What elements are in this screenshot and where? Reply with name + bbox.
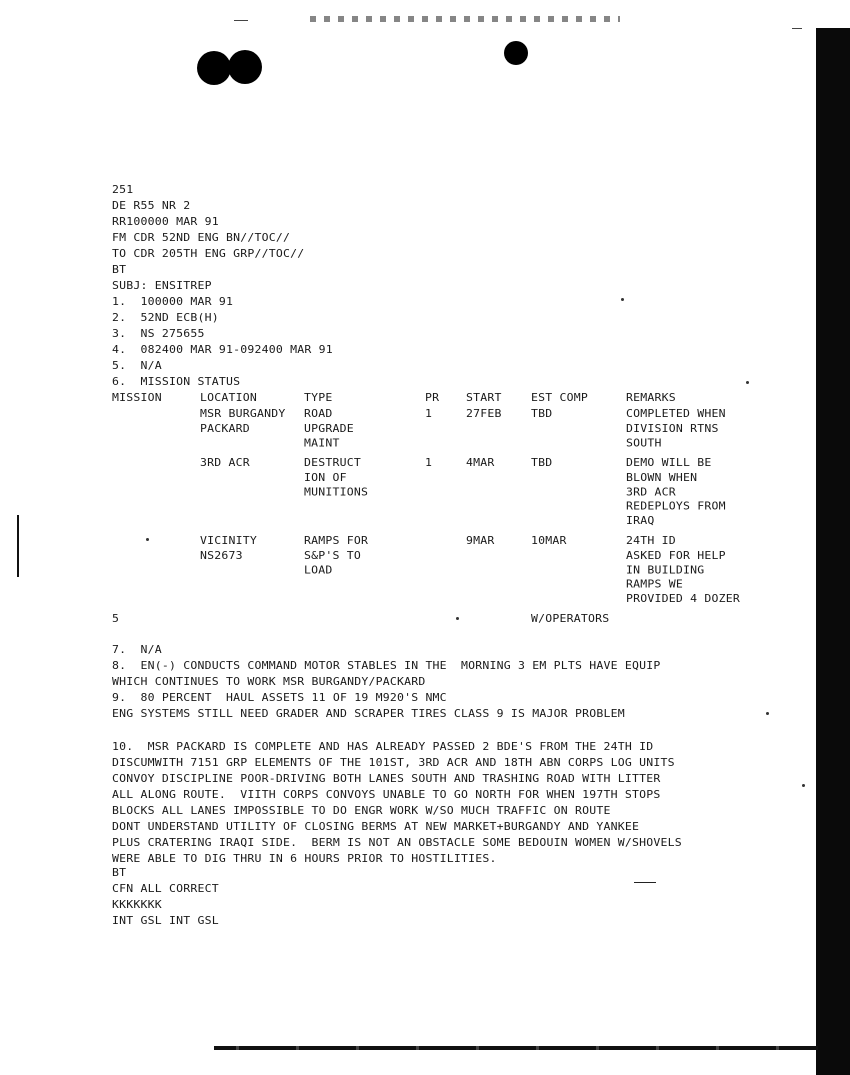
column-header-start: START xyxy=(466,391,502,404)
item-6-heading: 6. MISSION STATUS xyxy=(112,375,241,388)
item-2: 2. 52ND ECB(H) xyxy=(112,311,219,324)
scan-speck xyxy=(456,617,459,620)
scan-edge-bar xyxy=(816,28,850,1075)
item-10-line-7: PLUS CRATERING IRAQI SIDE. BERM IS NOT AN OBSTACLE SOME BEDOUIN WOMEN W/SHOVELS xyxy=(112,836,682,849)
column-header-mission: MISSION xyxy=(112,391,162,404)
message-number: 251 xyxy=(112,183,134,196)
row-2-remarks: DEMO WILL BE BLOWN WHEN 3RD ACR REDEPLOYS FROM IRAQ xyxy=(626,456,726,528)
item-10-line-8: WERE ABLE TO DIG THRU IN 6 HOURS PRIOR TO HOSTILITIES. xyxy=(112,852,497,865)
row-2-location: 3RD ACR xyxy=(200,456,250,469)
item-10-line-3: CONVOY DISCIPLINE POOR-DRIVING BOTH LANES SOUTH AND TRASHING ROAD WITH LITTER xyxy=(112,772,661,785)
correction-line: CFN ALL CORRECT xyxy=(112,882,219,895)
row-3-start: 9MAR xyxy=(466,534,495,547)
punch-hole xyxy=(504,41,528,65)
column-header-pr: PR xyxy=(425,391,440,404)
table-continuation-remark: W/OPERATORS xyxy=(531,612,610,625)
item-10: 10. MSR PACKARD IS COMPLETE AND HAS ALREADY PASSED 2 BDE'S FROM THE 24TH ID xyxy=(112,740,654,753)
scan-speck xyxy=(802,784,805,787)
row-2-type: DESTRUCT ION OF MUNITIONS xyxy=(304,456,369,498)
row-2-pr: 1 xyxy=(425,456,433,469)
row-2-start: 4MAR xyxy=(466,456,495,469)
column-header-location: LOCATION xyxy=(200,391,257,404)
row-1-est-comp: TBD xyxy=(531,407,553,420)
row-2-est-comp: TBD xyxy=(531,456,553,469)
from-line: FM CDR 52ND ENG BN//TOC// xyxy=(112,231,291,244)
date-time-group: RR100000 MAR 91 xyxy=(112,215,219,228)
row-1-pr: 1 xyxy=(425,407,433,420)
subject-line: SUBJ: ENSITREP xyxy=(112,279,212,292)
scan-speck xyxy=(766,712,769,715)
item-3: 3. NS 275655 xyxy=(112,327,205,340)
column-header-type: TYPE xyxy=(304,391,333,404)
item-8: 8. EN(-) CONDUCTS COMMAND MOTOR STABLES IN THE MORNING 3 EM PLTS HAVE EQUIP xyxy=(112,659,661,672)
end-marker: KKKKKKK xyxy=(112,898,162,911)
scan-mark xyxy=(792,28,802,29)
routing-line: DE R55 NR 2 xyxy=(112,199,191,212)
scan-speck xyxy=(621,298,624,301)
station-signoff: INT GSL INT GSL xyxy=(112,914,219,927)
scan-noise-top xyxy=(310,16,620,22)
item-1: 1. 100000 MAR 91 xyxy=(112,295,234,308)
row-3-location: VICINITY NS2673 xyxy=(200,534,257,562)
break-marker: BT xyxy=(112,263,127,276)
scan-mark xyxy=(234,20,248,21)
row-3-remarks: 24TH ID ASKED FOR HELP IN BUILDING RAMPS WE PROVIDED 4 DOZER xyxy=(626,534,740,606)
column-header-est-comp: EST COMP xyxy=(531,391,588,404)
scan-speck xyxy=(146,538,149,541)
scan-edge-bottom xyxy=(214,1046,818,1050)
row-1-location: MSR BURGANDY PACKARD xyxy=(200,407,286,435)
margin-mark xyxy=(17,515,19,577)
item-10-line-5: BLOCKS ALL LANES IMPOSSIBLE TO DO ENGR WORK W/SO MUCH TRAFFIC ON ROUTE xyxy=(112,804,611,817)
row-1-start: 27FEB xyxy=(466,407,502,420)
row-1-type: ROAD UPGRADE MAINT xyxy=(304,407,354,449)
punch-hole xyxy=(228,50,262,84)
row-1-remarks: COMPLETED WHEN DIVISION RTNS SOUTH xyxy=(626,407,726,449)
row-3-type: RAMPS FOR S&P'S TO LOAD xyxy=(304,534,369,576)
table-continuation-number: 5 xyxy=(112,612,120,625)
punch-hole xyxy=(197,51,231,85)
item-9-cont: ENG SYSTEMS STILL NEED GRADER AND SCRAPER TIRES CLASS 9 IS MAJOR PROBLEM xyxy=(112,707,625,720)
item-7: 7. N/A xyxy=(112,643,162,656)
break-marker-end: BT xyxy=(112,866,127,879)
item-10-line-4: ALL ALONG ROUTE. VIITH CORPS CONVOYS UNABLE TO GO NORTH FOR WHEN 197TH STOPS xyxy=(112,788,661,801)
scan-speck xyxy=(746,381,749,384)
column-header-remarks: REMARKS xyxy=(626,391,676,404)
item-9: 9. 80 PERCENT HAUL ASSETS 11 OF 19 M920'S NMC xyxy=(112,691,447,704)
item-10-line-2: DISCUMWITH 7151 GRP ELEMENTS OF THE 101ST, 3RD ACR AND 18TH ABN CORPS LOG UNITS xyxy=(112,756,675,769)
to-line: TO CDR 205TH ENG GRP//TOC// xyxy=(112,247,305,260)
scan-mark xyxy=(634,882,656,883)
item-4: 4. 082400 MAR 91-092400 MAR 91 xyxy=(112,343,333,356)
item-10-line-6: DONT UNDERSTAND UTILITY OF CLOSING BERMS AT NEW MARKET+BURGANDY AND YANKEE xyxy=(112,820,640,833)
row-3-est-comp: 10MAR xyxy=(531,534,567,547)
item-8-cont: WHICH CONTINUES TO WORK MSR BURGANDY/PACKARD xyxy=(112,675,426,688)
item-5: 5. N/A xyxy=(112,359,162,372)
